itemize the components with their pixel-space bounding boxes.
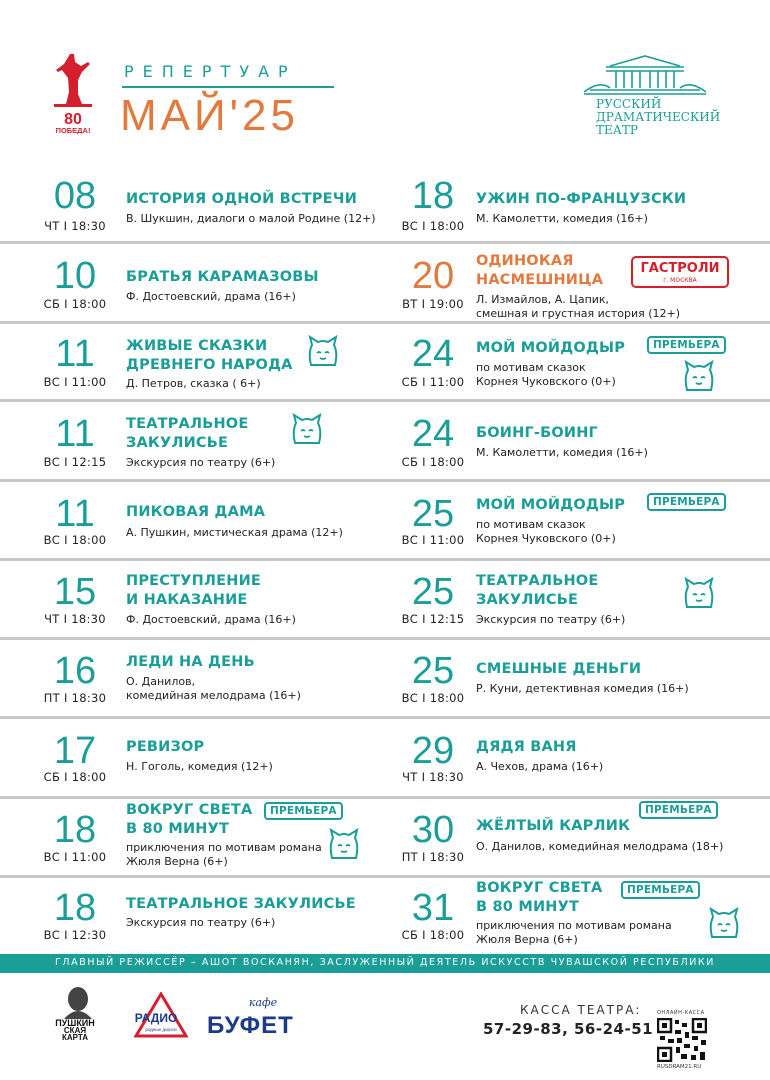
- event-title[interactable]: ЖИВЫЕ СКАЗКИ: [126, 338, 268, 354]
- pushkin-card-logo: [50, 985, 100, 1041]
- event-weekday-time: ВТ I 19:00: [402, 297, 464, 311]
- tour-badge: [631, 256, 729, 288]
- event-day: 29: [411, 730, 455, 772]
- event-title[interactable]: ЛЕДИ НА ДЕНЬ: [126, 654, 255, 670]
- event-title[interactable]: ЖЁЛТЫЙ КАРЛИК: [476, 818, 631, 834]
- event-title[interactable]: ИСТОРИЯ ОДНОЙ ВСТРЕЧИ: [126, 191, 358, 207]
- event-day: 18: [411, 175, 455, 217]
- event-description: О. Данилов,: [126, 675, 196, 688]
- event-title[interactable]: ПИКОВАЯ ДАМА: [126, 504, 266, 520]
- event-title[interactable]: ДЯДЯ ВАНЯ: [476, 739, 577, 755]
- event-day: 25: [411, 650, 455, 692]
- event-title[interactable]: СМЕШНЫЕ ДЕНЬГИ: [476, 661, 642, 677]
- director-credit: ГЛАВНЫЙ РЕЖИССЁР – АШОТ ВОСКАНЯН, ЗАСЛУЖЕННЫЙ ДЕЯТЕЛЬ ИСКУССТВ ЧУВАШСКОЙ РЕСПУБЛИКИ: [55, 957, 715, 968]
- event-weekday-time: ПТ I 18:30: [401, 850, 465, 864]
- event-title[interactable]: И НАКАЗАНИЕ: [126, 592, 248, 608]
- box-office-label: КАССА ТЕАТРА:: [520, 1003, 642, 1017]
- event-description: Корнея Чуковского (0+): [476, 375, 616, 388]
- event-description: Экскурсия по театру (6+): [126, 916, 276, 929]
- event-weekday-time: ВС I 12:30: [43, 928, 107, 942]
- event-title[interactable]: МОЙ МОЙДОДЫР: [476, 497, 626, 513]
- event-description: Н. Гоголь, комедия (12+): [126, 760, 273, 773]
- event-title[interactable]: ТЕАТРАЛЬНОЕ ЗАКУЛИСЬЕ: [126, 896, 356, 912]
- theater-name-line: ТЕАТР: [596, 123, 638, 137]
- premiere-badge: ПРЕМЬЕРА: [647, 336, 726, 354]
- event-weekday-time: ВС I 12:15: [401, 612, 465, 626]
- event-day: 11: [55, 413, 95, 455]
- row-separator: [0, 558, 770, 561]
- event-title[interactable]: ЗАКУЛИСЬЕ: [126, 435, 229, 451]
- event-description: М. Камолетти, комедия (16+): [476, 212, 648, 225]
- event-description: Ф. Достоевский, драма (16+): [126, 290, 296, 303]
- event-weekday-time: ЧТ I 18:30: [44, 219, 106, 233]
- event-day: 18: [53, 887, 97, 929]
- theater-name: [596, 98, 726, 137]
- event-day: 11: [55, 333, 95, 375]
- qr-caption: ОНЛАЙН-КАССА: [657, 1010, 705, 1016]
- buffet-small: кафе: [248, 996, 278, 1009]
- row-separator: [0, 796, 770, 799]
- event-day: 31: [411, 887, 455, 929]
- event-title[interactable]: ТЕАТРАЛЬНОЕ: [126, 416, 249, 432]
- victory-80-logo: [48, 52, 98, 134]
- radio-sub: родные дороги: [145, 1027, 177, 1032]
- premiere-badge: ПРЕМЬЕРА: [264, 802, 343, 820]
- victory-word: ПОБЕДА!: [55, 126, 91, 134]
- event-description: по мотивам сказок: [476, 361, 586, 374]
- event-day: 24: [411, 333, 455, 375]
- cat-kids-icon: [682, 360, 716, 392]
- premiere-badge: ПРЕМЬЕРА: [639, 801, 718, 819]
- event-description: Д. Петров, сказка ( 6+): [126, 377, 261, 390]
- event-description: приключения по мотивам романа: [126, 841, 322, 854]
- event-weekday-time: СБ I 18:00: [43, 297, 107, 311]
- event-day: 10: [53, 255, 97, 297]
- pushkin-card-line: КАРТА: [61, 1033, 89, 1041]
- box-office-phones[interactable]: 57-29-83, 56-24-51: [483, 1020, 654, 1038]
- tour-badge-label: ГАСТРОЛИ: [640, 261, 720, 276]
- event-title[interactable]: БОИНГ-БОИНГ: [476, 425, 598, 441]
- row-separator: [0, 716, 770, 719]
- event-description: Р. Куни, детективная комедия (16+): [476, 682, 689, 695]
- row-separator: [0, 479, 770, 482]
- event-description: М. Камолетти, комедия (16+): [476, 446, 648, 459]
- event-title[interactable]: ВОКРУГ СВЕТА: [126, 802, 253, 818]
- event-description: Экскурсия по театру (6+): [126, 456, 276, 469]
- event-day: 30: [411, 809, 455, 851]
- row-separator: [0, 637, 770, 640]
- event-title[interactable]: МОЙ МОЙДОДЫР: [476, 340, 626, 356]
- event-day: 24: [411, 413, 455, 455]
- premiere-badge: ПРЕМЬЕРА: [621, 881, 700, 899]
- event-description: Экскурсия по театру (6+): [476, 613, 626, 626]
- event-description: В. Шукшин, диалоги о малой Родине (12+): [126, 212, 376, 225]
- event-description: А. Пушкин, мистическая драма (12+): [126, 526, 343, 539]
- event-description: комедийная мелодрама (16+): [126, 689, 301, 702]
- event-day: 16: [53, 650, 97, 692]
- event-weekday-time: ЧТ I 18:30: [402, 770, 464, 784]
- cat-kids-icon: [327, 828, 361, 860]
- theater-name-line: РУССКИЙ: [596, 97, 662, 111]
- event-day: 15: [53, 571, 97, 613]
- event-weekday-time: ВС I 11:00: [401, 533, 465, 547]
- cat-kids-icon: [306, 335, 340, 367]
- event-title[interactable]: УЖИН ПО-ФРАНЦУЗСКИ: [476, 191, 687, 207]
- event-weekday-time: ВС I 18:00: [401, 691, 465, 705]
- event-title[interactable]: БРАТЬЯ КАРАМАЗОВЫ: [126, 269, 319, 285]
- website-caption: RUSDRAM21.RU: [657, 1064, 702, 1070]
- event-description: по мотивам сказок: [476, 518, 586, 531]
- event-day: 25: [411, 493, 455, 535]
- premiere-badge: ПРЕМЬЕРА: [647, 493, 726, 511]
- victory-number: 80: [64, 111, 82, 128]
- event-title[interactable]: ДРЕВНЕГО НАРОДА: [126, 357, 293, 373]
- radio-label: РАДИО: [134, 1011, 178, 1025]
- repertoire-label: РЕПЕРТУАР: [124, 62, 297, 81]
- event-title[interactable]: ВОКРУГ СВЕТА: [476, 880, 603, 896]
- month-title: МАЙ'25: [120, 91, 299, 140]
- event-title[interactable]: ПРЕСТУПЛЕНИЕ: [126, 573, 262, 589]
- event-description: Л. Измайлов, А. Цапик,: [476, 293, 610, 306]
- event-title[interactable]: ЗАКУЛИСЬЕ: [476, 592, 579, 608]
- buffet-logo: БУФЕТ: [207, 1012, 294, 1039]
- event-title[interactable]: В 80 МИНУТ: [126, 821, 230, 837]
- row-separator: [0, 321, 770, 324]
- row-separator: [0, 241, 770, 244]
- event-weekday-time: ВС I 18:00: [401, 219, 465, 233]
- event-day: 25: [411, 571, 455, 613]
- event-description: Жюля Верна (6+): [476, 933, 578, 946]
- event-day: 08: [53, 175, 97, 217]
- event-day: 18: [53, 809, 97, 851]
- event-title[interactable]: РЕВИЗОР: [126, 739, 205, 755]
- event-title[interactable]: ОДИНОКАЯ: [476, 253, 574, 269]
- cat-kids-icon: [707, 907, 741, 939]
- event-description: О. Данилов, комедийная мелодрама (18+): [476, 840, 724, 853]
- pushkin-card-line: ПУШКИН: [55, 1018, 95, 1028]
- event-description: приключения по мотивам романа: [476, 919, 672, 932]
- qr-code-icon[interactable]: [657, 1018, 707, 1062]
- event-weekday-time: СБ I 11:00: [401, 375, 465, 389]
- tour-badge-city: г. МОСКВА: [663, 277, 697, 284]
- event-description: Ф. Достоевский, драма (16+): [126, 613, 296, 626]
- event-weekday-time: ВС I 11:00: [43, 375, 107, 389]
- event-day: 20: [411, 255, 455, 297]
- theater-building-icon: [580, 52, 710, 96]
- cat-kids-icon: [290, 413, 324, 445]
- radio-logo: [134, 992, 188, 1038]
- header-divider: [122, 86, 334, 88]
- row-separator: [0, 399, 770, 402]
- event-day: 11: [55, 493, 95, 535]
- pushkin-card-line: СКАЯ: [63, 1026, 87, 1035]
- event-title[interactable]: ТЕАТРАЛЬНОЕ: [476, 573, 599, 589]
- theater-name-line: ДРАМАТИЧЕСКИЙ: [596, 110, 721, 124]
- event-weekday-time: СБ I 18:00: [43, 770, 107, 784]
- event-title[interactable]: В 80 МИНУТ: [476, 899, 580, 915]
- row-separator: [0, 875, 770, 878]
- event-day: 17: [53, 730, 97, 772]
- event-weekday-time: ПТ I 18:30: [43, 691, 107, 705]
- event-title[interactable]: НАСМЕШНИЦА: [476, 272, 604, 288]
- event-description: смешная и грустная история (12+): [476, 307, 681, 320]
- event-weekday-time: СБ I 18:00: [401, 455, 465, 469]
- event-weekday-time: ВС I 18:00: [43, 533, 107, 547]
- event-description: А. Чехов, драма (16+): [476, 760, 604, 773]
- cat-kids-icon: [682, 577, 716, 609]
- event-description: Жюля Верна (6+): [126, 855, 228, 868]
- event-weekday-time: ЧТ I 18:30: [44, 612, 106, 626]
- event-weekday-time: ВС I 11:00: [43, 850, 107, 864]
- event-weekday-time: СБ I 18:00: [401, 928, 465, 942]
- event-description: Корнея Чуковского (0+): [476, 532, 616, 545]
- event-weekday-time: ВС I 12:15: [43, 455, 107, 469]
